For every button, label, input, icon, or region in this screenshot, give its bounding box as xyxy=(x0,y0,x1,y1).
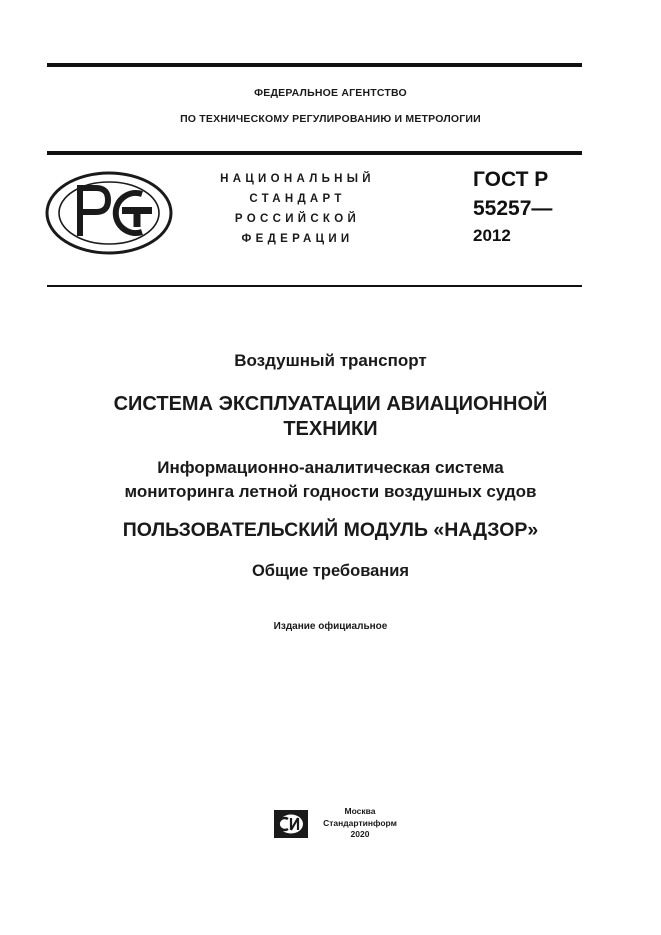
edition-label: Издание официальное xyxy=(273,621,388,632)
standard-type-line-2: СТАНДАРТ xyxy=(249,193,346,205)
publisher-name: Стандартинформ xyxy=(323,817,397,828)
publisher-year: 2020 xyxy=(350,829,370,839)
designation-year: 2012 xyxy=(473,226,511,245)
title-main-line-2: ТЕХНИКИ xyxy=(283,418,378,440)
standard-type-line-4: ФЕДЕРАЦИИ xyxy=(241,233,354,245)
standard-type-line-1: НАЦИОНАЛЬНЫЙ xyxy=(220,173,375,185)
title-sub-line-2: мониторинга летной годности воздушных судов xyxy=(124,482,537,501)
header-bottom-rule xyxy=(47,285,582,287)
agency-line-2: ПО ТЕХНИЧЕСКОМУ РЕГУЛИРОВАНИЮ И МЕТРОЛОГИИ xyxy=(180,113,481,125)
publisher-block xyxy=(270,806,470,851)
title-part: Общие требования xyxy=(251,562,410,580)
standartinform-logo-icon xyxy=(273,809,309,839)
designation-number: 55257— xyxy=(473,197,553,220)
gost-r-logo-icon xyxy=(44,170,174,256)
publisher-city: Москва xyxy=(344,806,376,816)
title-main xyxy=(0,392,661,442)
header-rule xyxy=(47,151,582,155)
top-rule xyxy=(47,63,582,67)
designation-prefix: ГОСТ Р xyxy=(473,168,549,191)
title-sub-line-1: Информационно-аналитическая система xyxy=(157,458,504,477)
title-main-line-1: СИСТЕМА ЭКСПЛУАТАЦИИ АВИАЦИОННОЙ xyxy=(113,393,548,415)
title-subtitle xyxy=(0,456,661,504)
title-module: ПОЛЬЗОВАТЕЛЬСКИЙ МОДУЛЬ «НАДЗОР» xyxy=(122,519,539,541)
title-category: Воздушный транспорт xyxy=(234,351,427,370)
standard-type-line-3: РОССИЙСКОЙ xyxy=(234,213,361,225)
publisher-info xyxy=(320,806,400,841)
agency-line-1: ФЕДЕРАЛЬНОЕ АГЕНТСТВО xyxy=(254,87,407,99)
